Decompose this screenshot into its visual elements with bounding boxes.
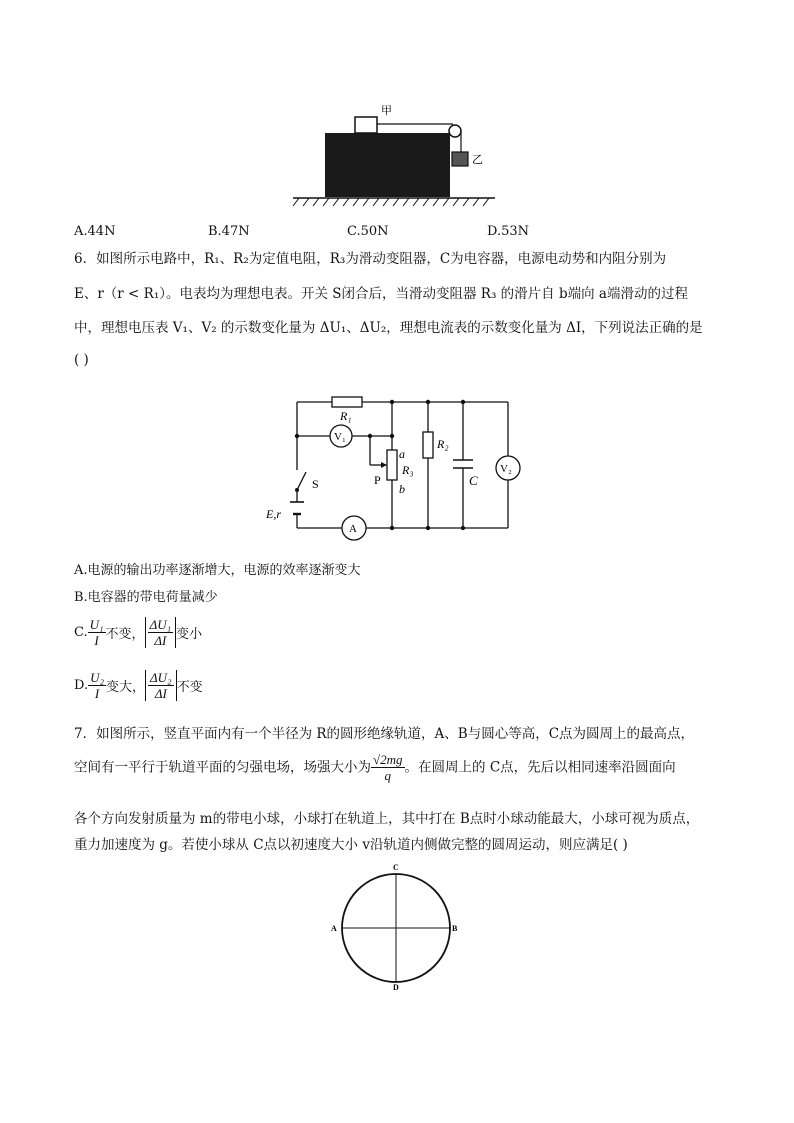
field-strength-fraction — [371, 752, 405, 783]
fraction-numerator: U₂ — [90, 670, 105, 685]
q7-line-4: 重力加速度为 g。若使小球从 C点以初速度大小 v沿轨道内侧做完整的圆周运动，则应满足( ) — [74, 837, 628, 853]
fraction-denominator: I — [94, 633, 99, 648]
q7-line-3: 各个方向发射质量为 m的带电小球，小球打在轨道上，其中打在 B点时小球动能最大，小球可视为质点， — [74, 811, 700, 827]
q7-line-2-post: 。在圆周上的 C点，先后以相同速率沿圆面向 — [404, 759, 676, 776]
label-point-a: A — [331, 924, 337, 933]
abs-fraction-du2-over-di — [145, 670, 177, 701]
q6-line-2: E、r（r < R₁）。电表均为理想电表。开关 S闭合后，当滑动变阻器 R₃ 的滑片自 b端向 a端滑动的过程 — [74, 286, 688, 302]
fraction-u2-over-i — [88, 670, 106, 701]
q5-option-b: B.47N — [208, 224, 250, 239]
q6-option-a: A.电源的输出功率逐渐增大，电源的效率逐渐变大 — [74, 563, 361, 578]
label-b: b — [399, 482, 405, 496]
resistor-r1 — [332, 397, 362, 407]
fraction-u1-over-i — [88, 617, 106, 648]
fraction-denominator: I — [94, 686, 100, 701]
label-r3: R₃ — [402, 463, 414, 477]
block-yi — [452, 152, 468, 166]
abs-fraction-du1-over-di — [145, 617, 177, 648]
abs-fraction-denominator: ΔI — [154, 633, 167, 648]
q6-option-b: B.电容器的带电荷量减少 — [74, 590, 218, 605]
switch-s — [297, 472, 306, 490]
option-d-mid: 变大， — [106, 680, 146, 695]
q6-option-c — [74, 617, 202, 648]
q6-line-1: 6．如图所示电路中，R₁、R₂为定值电阻，R₃为滑动变阻器，C为电容器，电源电动势和内阻分别为 — [74, 251, 667, 267]
label-r1: R₁ — [340, 409, 352, 423]
q6-circuit-diagram — [262, 390, 524, 542]
rheostat-r3 — [387, 450, 397, 480]
block-jia — [355, 117, 377, 133]
label-p: P — [374, 473, 381, 487]
q6-line-3: 中，理想电压表 V₁、V₂ 的示数变化量为 ΔU₁、ΔU₂，理想电流表的示数变化量为 ΔI，下列说法正确的是 — [74, 320, 703, 336]
q6-line-4: ( ) — [74, 352, 89, 368]
label-v2: V₂ — [500, 463, 512, 475]
label-s: S — [312, 477, 319, 491]
label-point-b: B — [452, 924, 458, 933]
option-c-prefix: C. — [74, 625, 88, 640]
q6-option-d — [74, 670, 203, 701]
label-r2: R₂ — [437, 437, 449, 451]
label-v1: V₁ — [334, 431, 346, 443]
fraction-denominator: q — [384, 768, 392, 783]
label-point-c: C — [393, 863, 399, 872]
label-point-d: D — [393, 983, 399, 992]
slider-arrow — [381, 462, 387, 468]
option-d-suffix: 不变 — [176, 680, 203, 695]
q5-option-a: A.44N — [74, 224, 116, 239]
fraction-numerator: U₁ — [89, 617, 104, 632]
q7-circle-diagram — [325, 860, 465, 992]
option-c-mid: 不变， — [105, 627, 145, 642]
label-er: E,r — [266, 507, 281, 521]
option-c-suffix: 变小 — [176, 627, 203, 642]
abs-fraction-numerator: ΔU₁ — [149, 617, 172, 632]
fraction-numerator: √2mg — [373, 752, 403, 767]
label-yi: 乙 — [472, 154, 483, 166]
q5-option-c: C.50N — [347, 224, 389, 239]
q7-line-2 — [74, 752, 676, 783]
ground-hatch — [293, 198, 489, 206]
q5-option-d: D.53N — [487, 224, 530, 239]
label-jia: 甲 — [381, 105, 392, 117]
abs-fraction-denominator: ΔI — [154, 686, 167, 701]
pulley — [449, 125, 461, 137]
label-c: C — [469, 473, 478, 488]
label-ammeter: A — [349, 523, 357, 535]
option-d-prefix: D. — [74, 678, 89, 693]
q5-figure — [285, 100, 530, 215]
label-a: a — [399, 447, 405, 461]
abs-fraction-numerator: ΔU₂ — [150, 670, 172, 685]
q7-line-1: 7．如图所示，竖直平面内有一个半径为 R的圆形绝缘轨道，A、B与圆心等高，C点为圆周上的最高点， — [74, 726, 695, 742]
q7-line-2-pre: 空间有一平行于轨道平面的匀强电场，场强大小为 — [74, 759, 371, 776]
resistor-r2 — [423, 432, 433, 458]
